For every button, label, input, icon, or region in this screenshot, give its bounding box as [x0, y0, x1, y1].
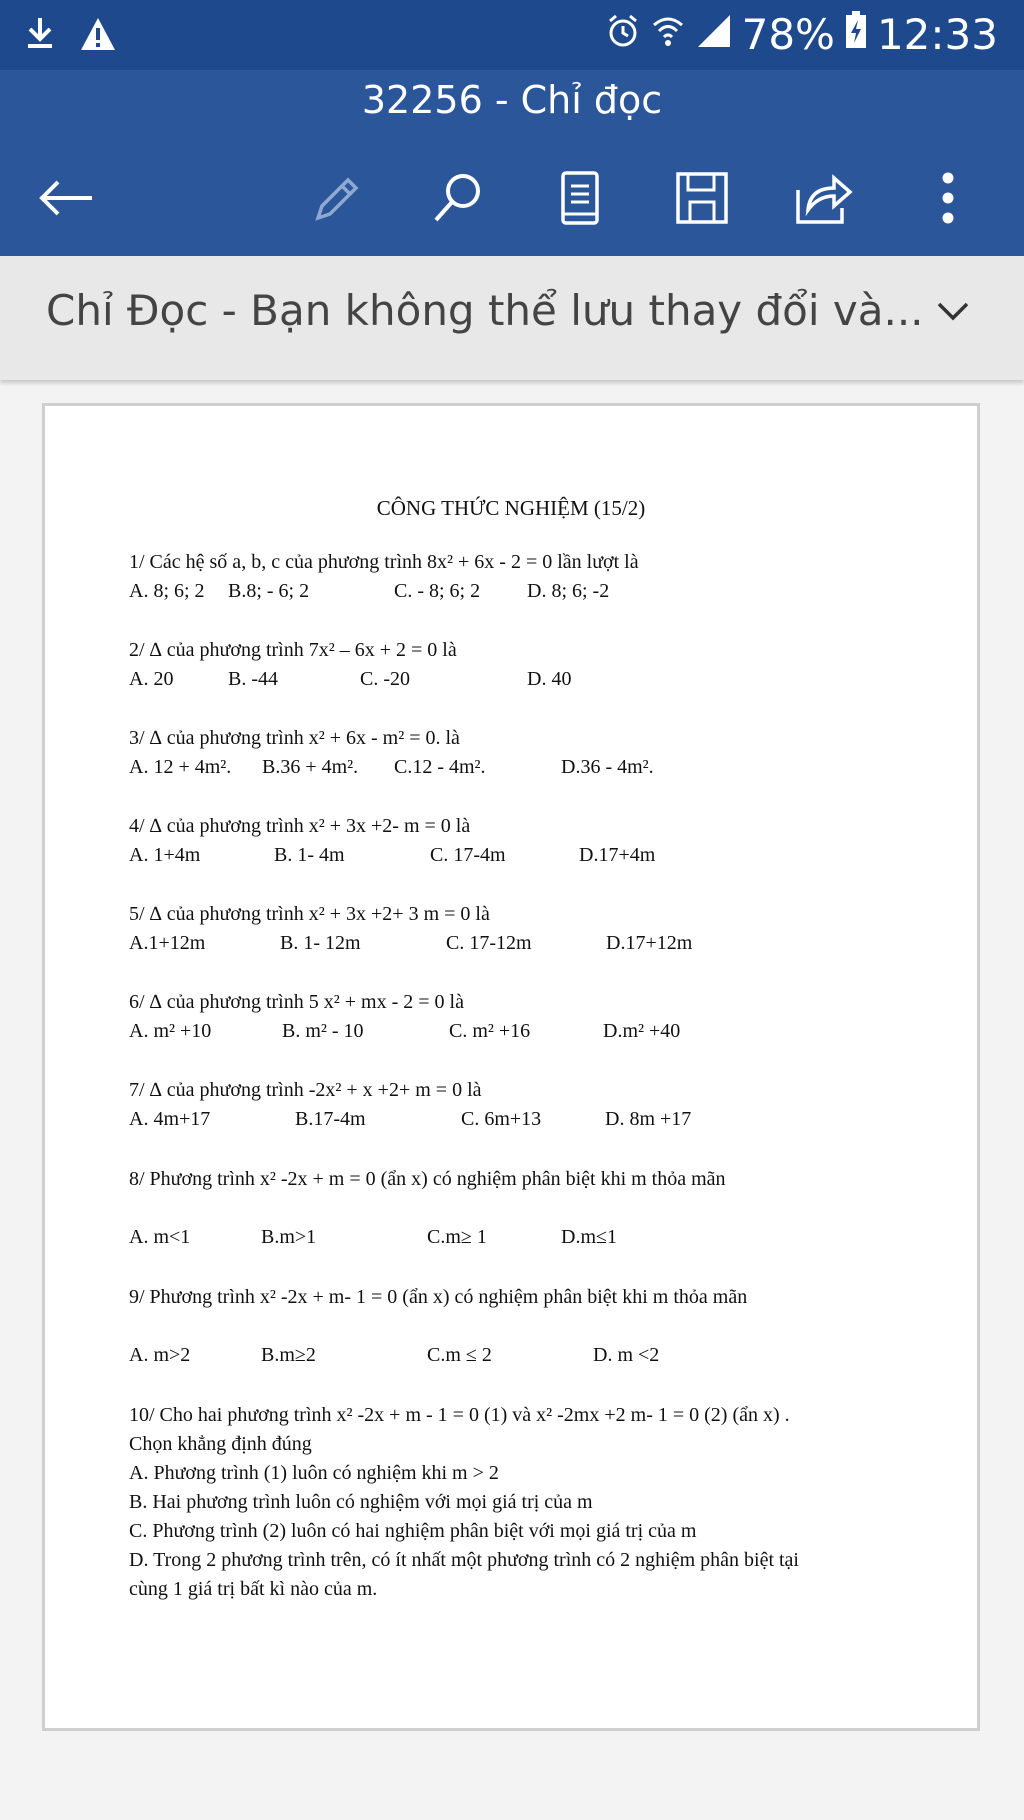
- option-a: A. 20: [129, 668, 174, 690]
- option-b: B. 1- 12m: [280, 932, 361, 954]
- question-6: [129, 988, 917, 1046]
- option-c: C. 17-4m: [430, 844, 506, 866]
- wifi-icon: [650, 10, 686, 59]
- option-b: B. m² - 10: [282, 1020, 364, 1042]
- option-c: C.m≥ 1: [427, 1226, 487, 1248]
- more-options-button[interactable]: [908, 158, 988, 238]
- app-header: [0, 70, 1024, 256]
- answer-options: [129, 1105, 917, 1134]
- option-b: B. -44: [228, 668, 278, 690]
- option-c: C. -20: [360, 668, 410, 690]
- option-a: A. 8; 6; 2: [129, 580, 205, 602]
- search-button[interactable]: [418, 158, 498, 238]
- question-10: [129, 1401, 917, 1604]
- battery-charging-icon: [845, 10, 867, 59]
- question-9: [129, 1283, 917, 1370]
- alarm-icon: [606, 10, 640, 59]
- option-a: A. 1+4m: [129, 844, 201, 866]
- option-c: C.m ≤ 2: [427, 1344, 492, 1366]
- question-stem: 10/ Cho hai phương trình x² -2x + m - 1 = 0 (1) và x² -2mx +2 m- 1 = 0 (2) (ẩn x) .: [129, 1404, 790, 1426]
- answer-options: [129, 1341, 917, 1370]
- option-a: A. Phương trình (1) luôn có nghiệm khi m > 2: [129, 1462, 499, 1484]
- clock-time: 12:33: [876, 10, 998, 59]
- more-options-icon: [938, 170, 958, 226]
- answer-options: [129, 841, 917, 870]
- option-b: B. 1- 4m: [274, 844, 345, 866]
- option-c: C. 17-12m: [446, 932, 532, 954]
- back-arrow-icon: [36, 178, 96, 218]
- question-instruction: Chọn khẳng định đúng: [129, 1433, 312, 1455]
- option-b: B.17-4m: [295, 1108, 366, 1130]
- read-only-banner[interactable]: [0, 256, 1024, 380]
- question-stem: 2/ ∆ của phương trình 7x² – 6x + 2 = 0 là: [129, 639, 457, 661]
- expand-banner-button[interactable]: [936, 300, 970, 327]
- question-stem: 7/ ∆ của phương trình -2x² + x +2+ m = 0 là: [129, 1079, 482, 1101]
- question-7: [129, 1076, 917, 1134]
- read-only-message: Chỉ Đọc - Bạn không thể lưu thay đổi và...: [46, 286, 924, 335]
- question-2: [129, 636, 917, 694]
- option-c: C. - 8; 6; 2: [394, 580, 481, 602]
- toolbar: [0, 158, 1024, 238]
- answer-options: [129, 665, 917, 694]
- option-b: B. Hai phương trình luôn có nghiệm với mọi giá trị của m: [129, 1491, 593, 1513]
- answer-options: [129, 1017, 917, 1046]
- share-button[interactable]: [784, 158, 864, 238]
- document-title: 32256 - Chỉ đọc: [361, 78, 663, 122]
- search-icon: [430, 170, 486, 226]
- option-d: D. m <2: [593, 1344, 660, 1366]
- option-b: B.8; - 6; 2: [228, 580, 310, 602]
- question-3: [129, 724, 917, 782]
- option-a: A. 4m+17: [129, 1108, 211, 1130]
- option-d: D. Trong 2 phương trình trên, có ít nhất một phương trình có 2 nghiệm phân biệt tại: [129, 1549, 799, 1571]
- document-page[interactable]: [42, 403, 980, 1731]
- question-stem: 8/ Phương trình x² -2x + m = 0 (ẩn x) có nghiệm phân biệt khi m thỏa mãn: [129, 1168, 726, 1190]
- reading-view-icon: [560, 170, 600, 226]
- back-button[interactable]: [26, 158, 106, 238]
- question-stem: 3/ ∆ của phương trình x² + 6x - m² = 0. là: [129, 727, 460, 749]
- option-c: C. 6m+13: [461, 1108, 542, 1130]
- answer-options: [129, 929, 917, 958]
- option-a: A.1+12m: [129, 932, 206, 954]
- question-stem: 9/ Phương trình x² -2x + m- 1 = 0 (ẩn x) có nghiệm phân biệt khi m thỏa mãn: [129, 1286, 748, 1308]
- option-b: B.36 + 4m².: [262, 756, 359, 778]
- warning-icon: [78, 14, 118, 59]
- option-a: A. 12 + 4m².: [129, 756, 232, 778]
- option-a: A. m² +10: [129, 1020, 212, 1042]
- option-a: A. m>2: [129, 1344, 191, 1366]
- option-d: D. 8m +17: [605, 1108, 692, 1130]
- option-d-continued: cùng 1 giá trị bất kì nào của m.: [129, 1578, 378, 1600]
- signal-icon: [696, 10, 732, 59]
- option-d: D. 8; 6; -2: [527, 580, 610, 602]
- option-c: C.12 - 4m².: [394, 756, 486, 778]
- question-stem: 5/ ∆ của phương trình x² + 3x +2+ 3 m = 0 là: [129, 903, 490, 925]
- option-d: D.36 - 4m².: [561, 756, 654, 778]
- option-d: D.17+12m: [606, 932, 693, 954]
- question-stem: 1/ Các hệ số a, b, c của phương trình 8x² + 6x - 2 = 0 lần lượt là: [129, 551, 639, 573]
- status-bar: [0, 0, 1024, 70]
- edit-pencil-icon: [308, 170, 364, 226]
- question-1: [129, 548, 917, 606]
- option-d: D. 40: [527, 668, 572, 690]
- question-stem: 4/ ∆ của phương trình x² + 3x +2- m = 0 là: [129, 815, 471, 837]
- share-icon: [794, 170, 854, 226]
- save-button[interactable]: [662, 158, 742, 238]
- document-heading: CÔNG THỨC NGHIỆM (15/2): [376, 496, 646, 520]
- download-icon: [24, 14, 56, 59]
- answer-options: [129, 577, 917, 606]
- reading-view-button[interactable]: [540, 158, 620, 238]
- option-a: A. m<1: [129, 1226, 191, 1248]
- question-4: [129, 812, 917, 870]
- battery-percent: 78%: [741, 10, 835, 59]
- chevron-down-icon: [936, 300, 970, 322]
- option-c: C. Phương trình (2) luôn có hai nghiệm phân biệt với mọi giá trị của m: [129, 1520, 697, 1542]
- question-8: [129, 1165, 917, 1252]
- save-icon: [674, 170, 730, 226]
- option-b: B.m>1: [261, 1226, 317, 1248]
- answer-options: [129, 1223, 917, 1252]
- option-d: D.m≤1: [561, 1226, 617, 1248]
- answer-options: [129, 753, 917, 782]
- option-d: D.17+4m: [579, 844, 656, 866]
- edit-button[interactable]: [296, 158, 376, 238]
- option-c: C. m² +16: [449, 1020, 531, 1042]
- option-b: B.m≥2: [261, 1344, 316, 1366]
- question-stem: 6/ ∆ của phương trình 5 x² + mx - 2 = 0 là: [129, 991, 464, 1013]
- option-d: D.m² +40: [603, 1020, 681, 1042]
- question-5: [129, 900, 917, 958]
